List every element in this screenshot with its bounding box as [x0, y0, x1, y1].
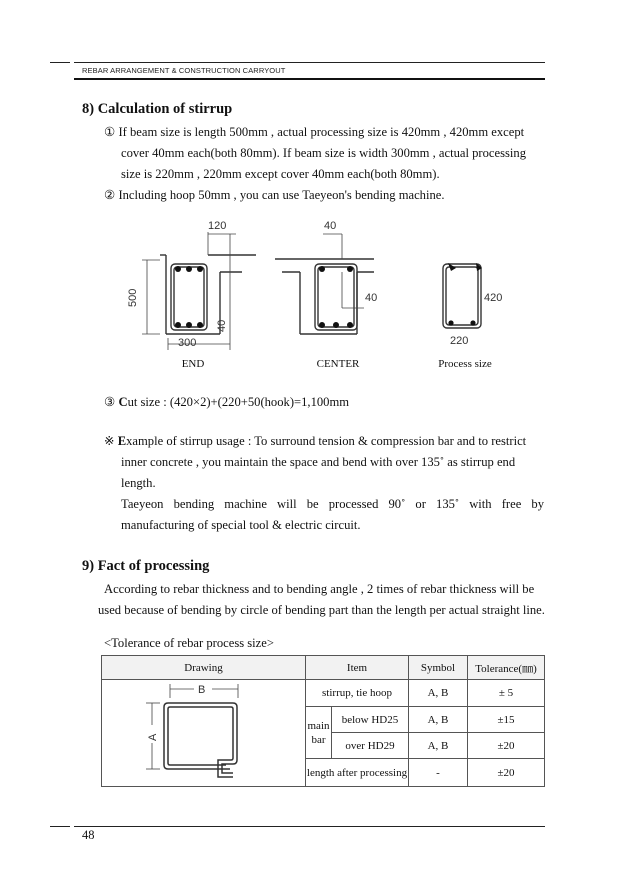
stirrup-drawing: [102, 681, 305, 785]
row-over-symbol: A, B: [409, 733, 468, 759]
tolerance-table-caption: <Tolerance of rebar process size>: [104, 636, 274, 650]
row-stirrup-item: stirrup, tie hoop: [306, 680, 409, 707]
row-stirrup-tolerance: ± 5: [468, 680, 545, 707]
stirrup-figure: [120, 212, 520, 382]
row-length-item: length after processing: [306, 759, 409, 787]
tolerance-table: [101, 655, 545, 787]
process-hooks: [448, 263, 482, 326]
end-caption: END: [181, 358, 205, 370]
row-length-symbol: -: [409, 759, 468, 787]
item-3-bold: C: [118, 395, 128, 409]
row-over-item: over HD29: [332, 733, 409, 759]
main-bar-label: main bar: [306, 707, 332, 759]
page-number: 48: [82, 828, 95, 842]
note-line-3: length.: [121, 476, 156, 490]
note-prefix: ※: [104, 434, 118, 448]
header-rule-left: [50, 62, 70, 63]
footer-rule-left: [50, 826, 70, 827]
drawing-label-a: A: [147, 733, 159, 741]
center-caption: CENTER: [316, 358, 360, 370]
footer-rule: [74, 826, 545, 827]
drawing-cell: [102, 680, 306, 787]
note-bold: E: [117, 434, 127, 448]
end-dim-top: 120: [208, 220, 227, 232]
row-length-tolerance: ±20: [468, 759, 545, 787]
process-dim-width: 220: [450, 335, 469, 347]
note-line-4: Taeyeon bending machine will be processed 90˚ or 135˚ with free by: [121, 497, 544, 511]
section-9-heading: 9) Fact of processing: [82, 558, 210, 574]
section-9-line-1: According to rebar thickness and to bending angle , 2 times of rebar thickness will be: [104, 582, 535, 596]
col-tolerance: Tolerance(㎜): [468, 656, 545, 680]
end-dim-cover: 40: [216, 319, 228, 332]
note-line-1-text: xample of stirrup usage : To surround tension & compression bar and to restrict: [126, 434, 527, 448]
item-3: [104, 392, 349, 413]
col-symbol: Symbol: [409, 656, 468, 680]
note-line-2: inner concrete , you maintain the space and bend with over 135˚ as stirrup end: [121, 455, 516, 469]
row-below-item: below HD25: [332, 707, 409, 733]
row-below-symbol: A, B: [409, 707, 468, 733]
end-dim-width: 300: [178, 337, 197, 349]
item-1-line-2: cover 40mm each(both 80mm). If beam size is width 300mm , actual processing: [121, 146, 526, 160]
item-1-line-1: ① If beam size is length 500mm , actual processing size is 420mm , 420mm except: [104, 125, 525, 139]
end-dim-height: 500: [127, 288, 139, 307]
center-dimension-lines: [323, 234, 364, 308]
process-dim-height: 420: [484, 292, 503, 304]
table-header-row: [102, 656, 545, 680]
col-drawing: Drawing: [102, 656, 306, 680]
process-size-diagram: [443, 264, 481, 328]
drawing-label-b: B: [198, 684, 206, 696]
center-dim-top: 40: [324, 220, 337, 232]
note-line-1: [104, 431, 526, 452]
end-diagram: [160, 255, 256, 334]
item-3-prefix: ③: [104, 395, 119, 409]
section-9-line-2: used because of bending by circle of bending part than the length per actual straight line.: [98, 603, 545, 617]
item-2: ② Including hoop 50mm , you can use Taeyeon's bending machine.: [104, 188, 445, 202]
end-rebars: [175, 266, 203, 328]
process-caption: Process size: [438, 358, 492, 370]
row-over-tolerance: ±20: [468, 733, 545, 759]
item-1-line-3: size is 220mm , 220mm except cover 40mm each(both 80mm).: [121, 167, 440, 181]
table-row: [102, 680, 545, 707]
item-3-rest: ut size : (420×2)+(220+50(hook)=1,100mm: [127, 395, 350, 409]
header-rule-bottom: [74, 78, 545, 80]
col-item: Item: [306, 656, 409, 680]
center-rebars: [319, 266, 353, 328]
center-dim-side: 40: [365, 292, 378, 304]
row-below-tolerance: ±15: [468, 707, 545, 733]
note-line-5: manufacturing of special tool & electric circuit.: [121, 518, 361, 532]
section-8-heading: 8) Calculation of stirrup: [82, 101, 233, 117]
row-stirrup-symbol: A, B: [409, 680, 468, 707]
header-rule-top: [74, 62, 545, 63]
running-header: REBAR ARRANGEMENT & CONSTRUCTION CARRYOUT: [82, 66, 286, 75]
